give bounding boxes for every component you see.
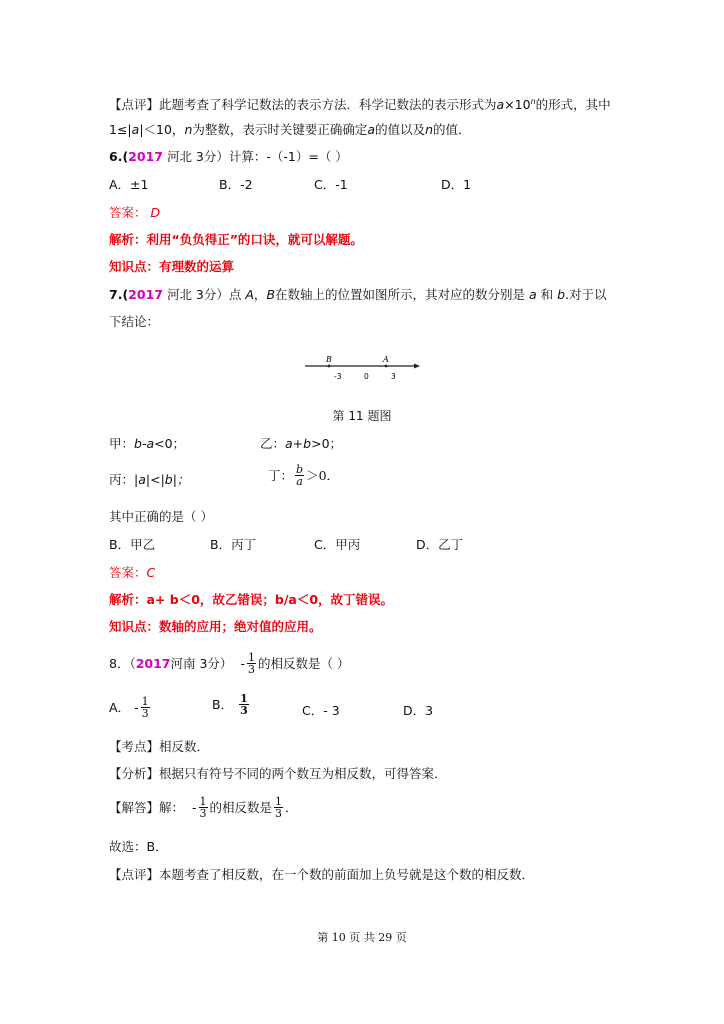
statement-bing: 丙：|a|<|b|；: [109, 472, 190, 487]
point-a-dot: [385, 365, 388, 368]
comment-line-1: 【点评】此题考查了科学记数法的表示方法．科学记数法的表示形式为$a\times 10^n$的形式，其中: [109, 97, 611, 113]
q8-stem: 8．（ 2017 河南 3分） - $\frac{1}{3}$ 的相反数是（ ）: [109, 651, 350, 676]
tick-label-3: 3: [391, 372, 396, 381]
point-b-dot: [328, 365, 331, 368]
q7-ask: 其中正确的是（ ）: [109, 509, 213, 524]
q7-stem-line-2: 下结论：: [109, 314, 160, 329]
q7-option-a: B．甲乙: [109, 537, 156, 552]
q6-option-d: D．1: [441, 177, 472, 192]
q6-answer: 答案： D: [109, 205, 161, 220]
q8-option-c: C．- 3: [302, 703, 340, 718]
statement-jia: 甲：b-a<0；: [109, 436, 186, 451]
q8-dianping: 【点评】本题考查了相反数，在一个数的前面加上负号就是这个数的相反数．: [109, 867, 535, 882]
tick-label-neg3: -3: [334, 372, 342, 381]
q8-option-b-fraction: $\frac{1}{3}$: [240, 692, 248, 717]
q7-option-b: B．丙丁: [210, 537, 257, 552]
q6-stem: 6.(2017 河北 3分）计算：-（-1）=（ ）: [109, 149, 348, 164]
q7-option-d: D．乙丁: [416, 537, 464, 552]
q8-fenxi: 【分析】根据只有符号不同的两个数互为相反数，可得答案．: [109, 766, 447, 781]
q7-knowledge: 知识点：数轴的应用；绝对值的应用。: [109, 619, 322, 634]
statement-ding: 丁： $\frac{b}{a}$ ＞0．: [268, 463, 340, 488]
page-footer: 第 10 页 共 29 页: [317, 931, 407, 944]
q8-option-a: A． - $\frac{1}{3}$: [109, 695, 149, 720]
q6-option-c: C．-1: [314, 177, 348, 192]
q8-option-d: D．3: [403, 703, 434, 718]
q8-jieda: 【解答】解： - $\frac{1}{3}$ 的相反数是 $\frac{1}{3}$ ．: [109, 795, 298, 820]
q8-kaodian: 【考点】相反数．: [109, 739, 210, 754]
q8-fraction: $\frac{1}{3}$: [247, 651, 255, 676]
number-line-arrow-icon: [414, 364, 420, 369]
comment-line-2: 1≤|a|＜10，n为整数，表示时关键要正确确定a的值以及n的值．: [109, 122, 471, 137]
q6-option-b: B．-2: [219, 177, 253, 192]
q7-analysis: 解析：a+ b＜0，故乙错误；b/a＜0，故丁错误。: [109, 592, 394, 607]
q8-jieda-fraction-1: $\frac{1}{3}$: [199, 795, 207, 820]
point-a-label: A: [383, 355, 389, 364]
figure-caption: 第 11 题图: [332, 409, 392, 423]
q6-option-a: A．±1: [109, 177, 149, 192]
q8-option-b: B． $\frac{1}{3}$: [212, 692, 248, 717]
q7-stem: 7.(2017 河北 3分）点 A，B在数轴上的位置如图所示，其对应的数分别是 a 和 b.对于以: [109, 287, 607, 302]
q8-option-a-fraction: $\frac{1}{3}$: [141, 695, 149, 720]
q6-knowledge: 知识点：有理数的运算: [109, 259, 235, 274]
q6-analysis: 解析：利用“负负得正”的口诀，就可以解题。: [109, 232, 363, 247]
statement-yi: 乙：a+b>0；: [260, 436, 343, 451]
q7-option-c: C．甲丙: [314, 537, 361, 552]
q7-answer: 答案：C: [109, 565, 156, 580]
point-b-label: B: [326, 355, 332, 364]
q8-guxuan: 故选：B．: [109, 839, 168, 854]
ding-fraction: $\frac{b}{a}$: [296, 463, 304, 488]
number-line-figure: [300, 350, 425, 384]
q8-jieda-fraction-2: $\frac{1}{3}$: [275, 795, 283, 820]
tick-label-0: 0: [364, 372, 369, 381]
